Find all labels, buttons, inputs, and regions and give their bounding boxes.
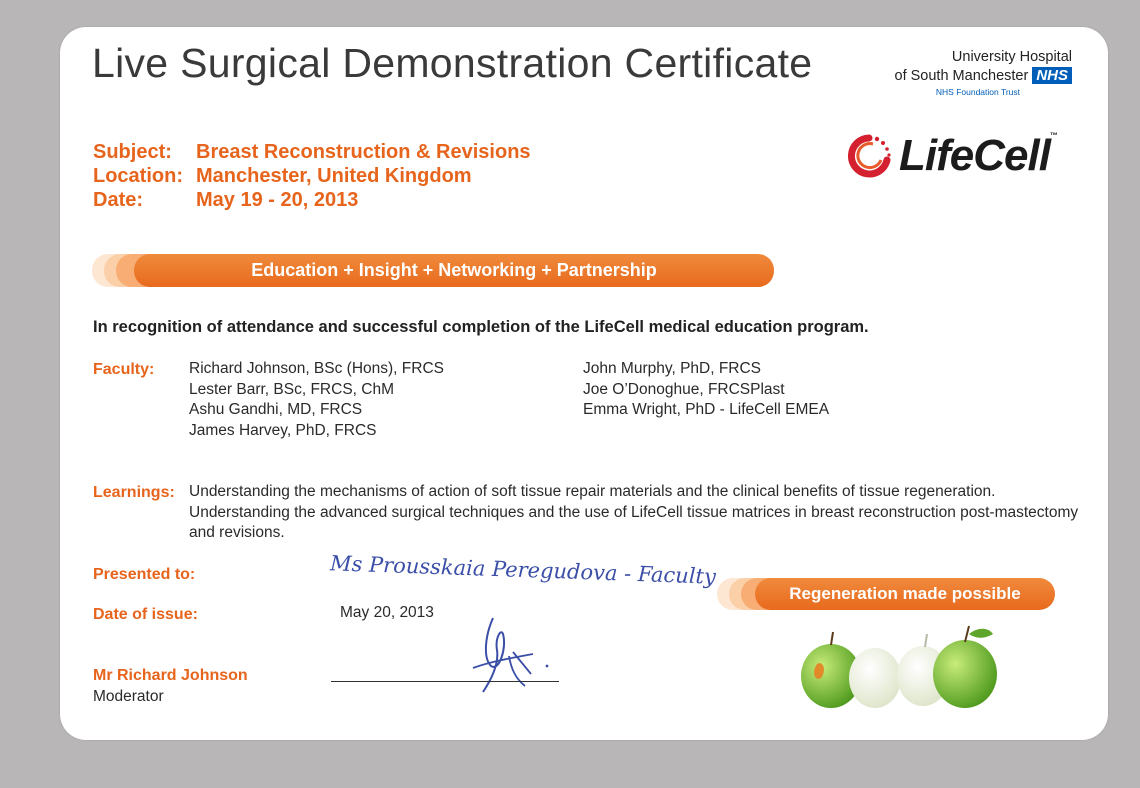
lifecell-swirl-icon [843, 130, 895, 182]
nhs-badge: NHS [1032, 67, 1072, 84]
lifecell-wordmark: LifeCell™ [899, 131, 1057, 180]
learnings-label: Learnings: [93, 484, 175, 501]
tagline-text: Regeneration made possible [755, 578, 1055, 610]
faculty-member: Emma Wright, PhD - LifeCell EMEA [583, 401, 830, 418]
faculty-label: Faculty: [93, 361, 155, 378]
certificate-title: Live Surgical Demonstration Certificate [92, 40, 813, 86]
moderator-name: Mr Richard Johnson [93, 667, 248, 684]
faculty-member: Joe O’Donoghue, FRCSPlast [583, 380, 785, 398]
lifecell-logo [843, 126, 1057, 186]
signature-line [331, 681, 559, 682]
learning-item: Understanding the mechanisms of action of soft tissue repair materials and the clinical benefits of tissue regeneration. [189, 483, 996, 500]
moderator-role: Moderator [93, 688, 164, 705]
signature-icon [455, 608, 565, 698]
recognition-statement: In recognition of attendance and successful completion of the LifeCell medical education program. [93, 318, 869, 336]
hospital-name-line2 [862, 67, 1072, 86]
faculty-list-left [189, 359, 444, 441]
faculty-member: James Harvey, PhD, FRCS [189, 421, 377, 439]
banner-text: Education + Insight + Networking + Partnership [134, 254, 774, 287]
subject-value: Breast Reconstruction & Revisions [196, 141, 531, 163]
hospital-name-text: of South Manchester [894, 68, 1029, 84]
faculty-member: Richard Johnson, BSc (Hons), FRCS [189, 360, 444, 377]
apple-green-icon [933, 626, 997, 708]
nhs-trust-label: NHS Foundation Trust [935, 87, 1020, 97]
date-label: Date: [93, 189, 144, 211]
apples-illustration [795, 620, 1005, 715]
faculty-member: John Murphy, PhD, FRCS [583, 360, 762, 377]
hospital-logo [862, 48, 1072, 97]
date-of-issue-label: Date of issue: [93, 606, 198, 623]
location-value: Manchester, United Kingdom [196, 165, 472, 187]
apple-pale-icon [849, 648, 901, 708]
presented-to-label: Presented to: [93, 566, 196, 583]
learning-item: Understanding the advanced surgical techniques and the use of LifeCell tissue matrices in breast reconstruction post-mastectomy and revisions. [189, 503, 1079, 541]
presented-to-value: Ms Prousskaia Peregudova - Faculty [329, 551, 717, 589]
values-banner [92, 254, 774, 287]
learnings-text [189, 482, 1089, 544]
hospital-name-line1: University Hospital [951, 49, 1072, 65]
tagline-banner [717, 578, 1055, 610]
faculty-member: Ashu Gandhi, MD, FRCS [189, 401, 363, 418]
date-value: May 19 - 20, 2013 [196, 189, 359, 211]
event-details [93, 140, 531, 212]
faculty-list-right [583, 359, 829, 421]
subject-label: Subject: [93, 141, 172, 163]
date-of-issue-value: May 20, 2013 [340, 604, 434, 621]
faculty-member: Lester Barr, BSc, FRCS, ChM [189, 380, 394, 398]
location-label: Location: [93, 165, 183, 187]
